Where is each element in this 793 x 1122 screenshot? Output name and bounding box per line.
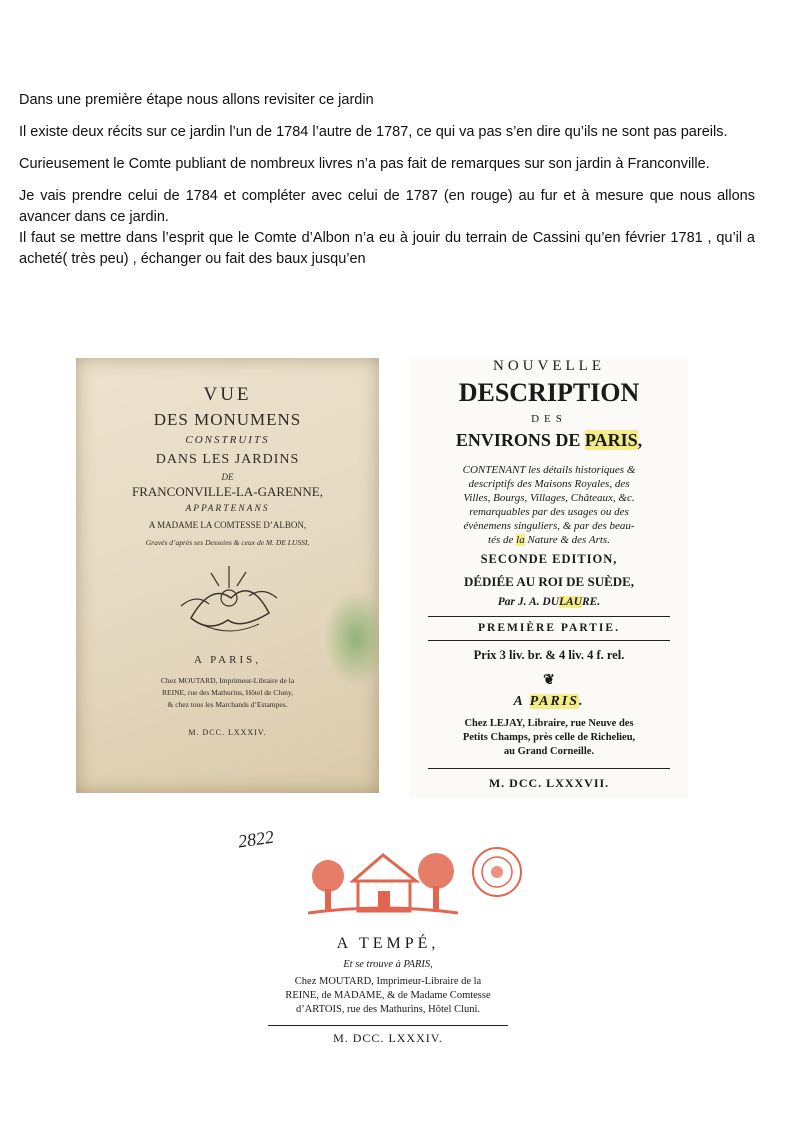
cover-line-graves: Gravés d’après ses Desseins & ceux de M. DE LUSSI, bbox=[145, 538, 310, 547]
t2-nature: tés de la Nature & des Arts. bbox=[488, 534, 610, 546]
cover-title-vue: VUE bbox=[203, 384, 252, 405]
t3-reine: REINE, de MADAME, & de Madame Comtesse bbox=[285, 990, 491, 1001]
cover-line-moutard: Chez MOUTARD, Imprimeur-Libraire de la bbox=[160, 676, 295, 685]
handwritten-number: 2822 bbox=[236, 826, 276, 852]
t2-premiere: PREMIÈRE PARTIE. bbox=[478, 622, 620, 634]
t2-environs: ENVIRONS DE PARIS, bbox=[455, 430, 643, 450]
t2-des: DES bbox=[531, 413, 567, 425]
t3-moutard: Chez MOUTARD, Imprimeur-Libraire de la bbox=[294, 976, 482, 987]
t2-descriptifs: descriptifs des Maisons Royales, des bbox=[468, 478, 630, 490]
book-title-tempe bbox=[238, 825, 538, 1055]
cover-line-construits: CONSTRUITS bbox=[185, 434, 270, 446]
t2-rule-1 bbox=[428, 616, 670, 617]
t2-rule-3 bbox=[428, 768, 670, 769]
cover-line-paris: A PARIS, bbox=[193, 654, 261, 666]
book-cover-1784 bbox=[76, 358, 379, 793]
t2-evenemens: évènemens singuliers, & par des beau- bbox=[463, 520, 635, 532]
library-stamp bbox=[470, 845, 525, 900]
t2-date: M. DCC. LXXXVII. bbox=[488, 776, 610, 790]
red-house-vignette bbox=[308, 841, 458, 921]
cover-line-reine: REINE, rue des Mathurins, Hôtel de Cluny, bbox=[162, 688, 293, 697]
paragraph-1: Dans une première étape nous allons revisiter ce jardin bbox=[19, 92, 374, 108]
book-title-1787 bbox=[410, 358, 688, 798]
t2-auteur: Par J. A. DULAURE. bbox=[497, 596, 601, 608]
t2-fleuron: ❦ bbox=[543, 673, 555, 688]
t2-contenant: CONTENANT les détails historiques & bbox=[462, 464, 636, 476]
ornament-vignette bbox=[171, 558, 286, 638]
t2-petits-champs: Petits Champs, près celle de Richelieu, bbox=[462, 732, 636, 743]
t2-villes: Villes, Bourgs, Villages, Châteaux, &c. bbox=[463, 492, 635, 504]
t2-dediee: DÉDIÉE AU ROI DE SUÈDE, bbox=[463, 574, 635, 589]
green-stain bbox=[326, 593, 379, 683]
cover-line-franconville: FRANCONVILLE-LA-GARENNE, bbox=[131, 484, 323, 499]
body-text bbox=[19, 90, 755, 281]
t3-date: M. DCC. LXXXIV. bbox=[333, 1031, 443, 1045]
t2-seconde: SECONDE EDITION, bbox=[480, 552, 618, 566]
t2-description: DESCRIPTION bbox=[458, 378, 640, 407]
cover-line-marchands: & chez tous les Marchands d’Estampes. bbox=[167, 700, 288, 709]
t3-paris: Et se trouve à PARIS, bbox=[343, 959, 433, 970]
t3-tempe: A TEMPÉ, bbox=[336, 935, 440, 952]
t2-paris: A PARIS. bbox=[513, 694, 585, 709]
cover-line-jardins: DANS LES JARDINS bbox=[155, 452, 300, 467]
paragraph-4: Je vais prendre celui de 1784 et compléter avec celui de 1787 (en rouge) au fur et à mesure que nous allons avancer dans ce jardin. bbox=[19, 188, 755, 225]
paragraph-2: Il existe deux récits sur ce jardin l’un de 1784 l’autre de 1787, ce qui va pas s’en dire qu’ils ne sont pas pareils. bbox=[19, 124, 728, 140]
t2-corneille: au Grand Corneille. bbox=[503, 746, 595, 757]
cover-line-appartenans: APPARTENANS bbox=[185, 504, 270, 514]
t2-remarquables: remarquables par des usages ou des bbox=[469, 506, 629, 518]
cover-line-comtesse: A MADAME LA COMTESSE D’ALBON, bbox=[148, 520, 307, 530]
t2-rule-2 bbox=[428, 640, 670, 641]
cover-line-date: M. DCC. LXXXIV. bbox=[188, 728, 267, 737]
cover-line-de: DE bbox=[221, 472, 234, 482]
t3-rule bbox=[268, 1025, 508, 1026]
cover-title-monumens: DES MONUMENS bbox=[153, 410, 302, 429]
t3-artois: d’ARTOIS, rue des Mathurins, Hôtel Cluni. bbox=[295, 1004, 481, 1015]
paragraph-5: Il faut se mettre dans l’esprit que le Comte d’Albon n’a eu à jouir du terrain de Cassini qu’en février 1781 , qu’il a acheté( très peu) , échanger ou fait des baux jusqu’en bbox=[19, 230, 755, 267]
t2-nouvelle: NOUVELLE bbox=[493, 358, 605, 374]
paragraph-3: Curieusement le Comte publiant de nombreux livres n’a pas fait de remarques sur son jardin à Franconville. bbox=[19, 156, 710, 172]
t2-prix: Prix 3 liv. br. & 4 liv. 4 f. rel. bbox=[473, 648, 625, 662]
t2-lejay: Chez LEJAY, Libraire, rue Neuve des bbox=[464, 718, 634, 729]
